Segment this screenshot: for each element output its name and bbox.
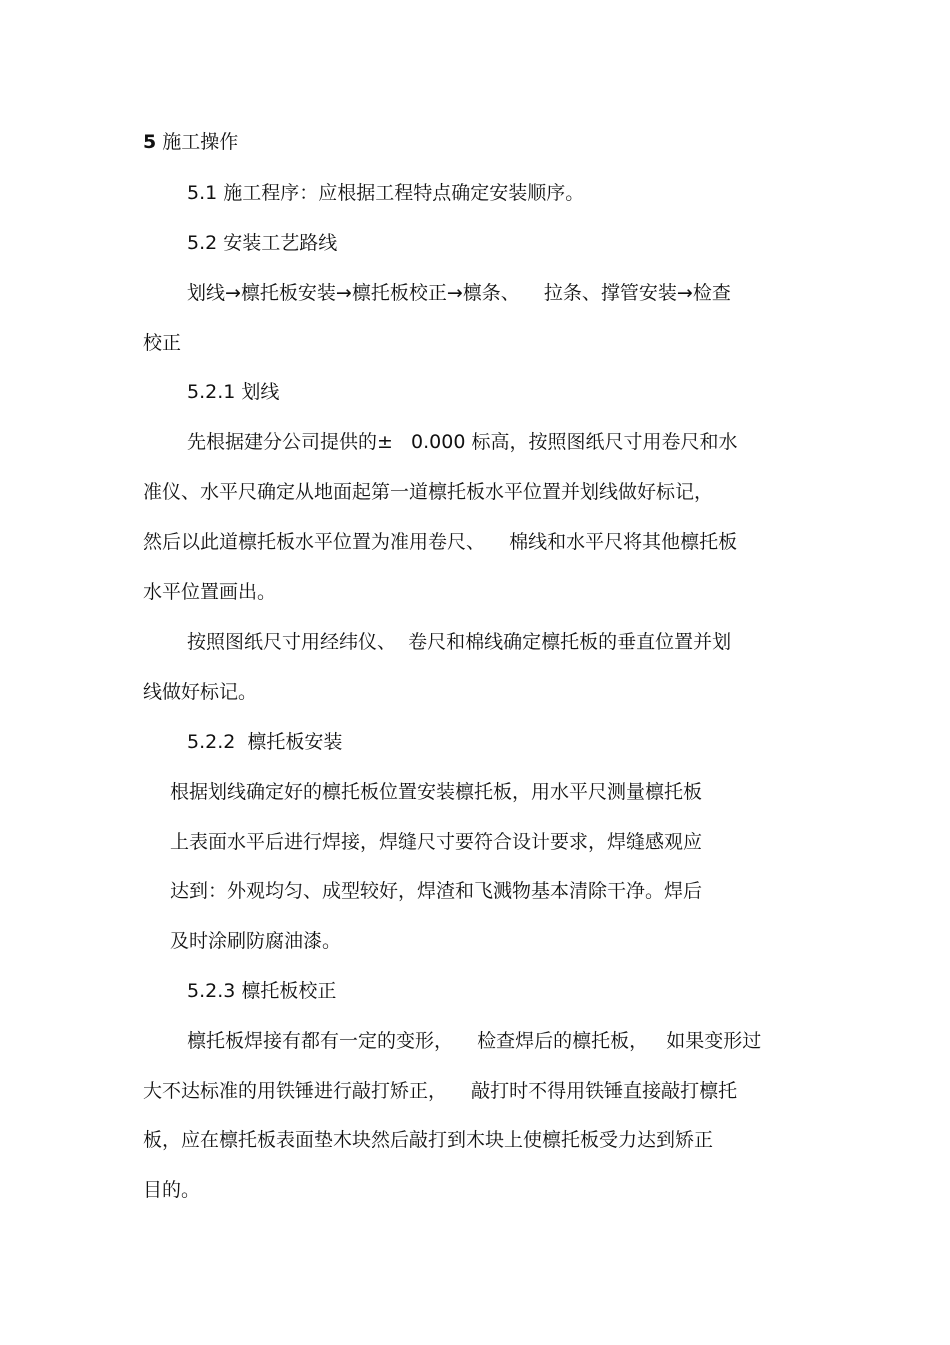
paragraph-line: 水平位置画出。 [143,581,277,603]
paragraph-line: 目的。 [143,1179,201,1201]
paragraph-line: 按照图纸尺寸用经纬仪、 卷尺和棉线确定檩托板的垂直位置并划 [187,631,732,653]
paragraph-line: 准仪、水平尺确定从地面起第一道檩托板水平位置并划线做好标记， [143,481,714,503]
paragraph-line: 先根据建分公司提供的± 0.000 标高，按照图纸尺寸用卷尺和水 [187,431,738,453]
subsection-5-2-1-heading: 5.2.1 划线 [187,381,280,403]
subsection-5-1: 5.1 施工程序：应根据工程特点确定安装顺序。 [187,182,585,204]
paragraph-line: 线做好标记。 [143,681,258,703]
paragraph-line: 根据划线确定好的檩托板位置安装檩托板，用水平尺测量檩托板 [170,781,703,803]
subsection-5-2-3-heading: 5.2.3 檩托板校正 [187,980,337,1002]
process-route-line-2: 校正 [143,332,182,354]
subsection-5-2-2-heading: 5.2.2 檩托板安装 [187,731,343,753]
paragraph-line: 然后以此道檩托板水平位置为准用卷尺、 棉线和水平尺将其他檩托板 [143,531,738,553]
section-number: 5 [143,131,157,153]
process-route-line-1: 划线→檩托板安装→檩托板校正→檩条、 拉条、撑管安装→检查 [187,282,731,304]
paragraph-line: 达到：外观均匀、成型较好，焊渣和飞溅物基本清除干净。焊后 [170,880,703,902]
paragraph-line: 大不达标准的用铁锤进行敲打矫正， 敲打时不得用铁锤直接敲打檩托 [143,1080,738,1102]
subsection-5-2-heading: 5.2 安装工艺路线 [187,232,338,254]
section-title: 施工操作 [162,131,239,153]
paragraph-line: 板，应在檩托板表面垫木块然后敲打到木块上使檩托板受力达到矫正 [143,1129,714,1151]
section-heading [143,130,238,154]
paragraph-line: 檩托板焊接有都有一定的变形， 检查焊后的檩托板， 如果变形过 [187,1030,762,1052]
paragraph-line: 及时涂刷防腐油漆。 [170,930,342,952]
paragraph-line: 上表面水平后进行焊接，焊缝尺寸要符合设计要求，焊缝感观应 [170,831,703,853]
